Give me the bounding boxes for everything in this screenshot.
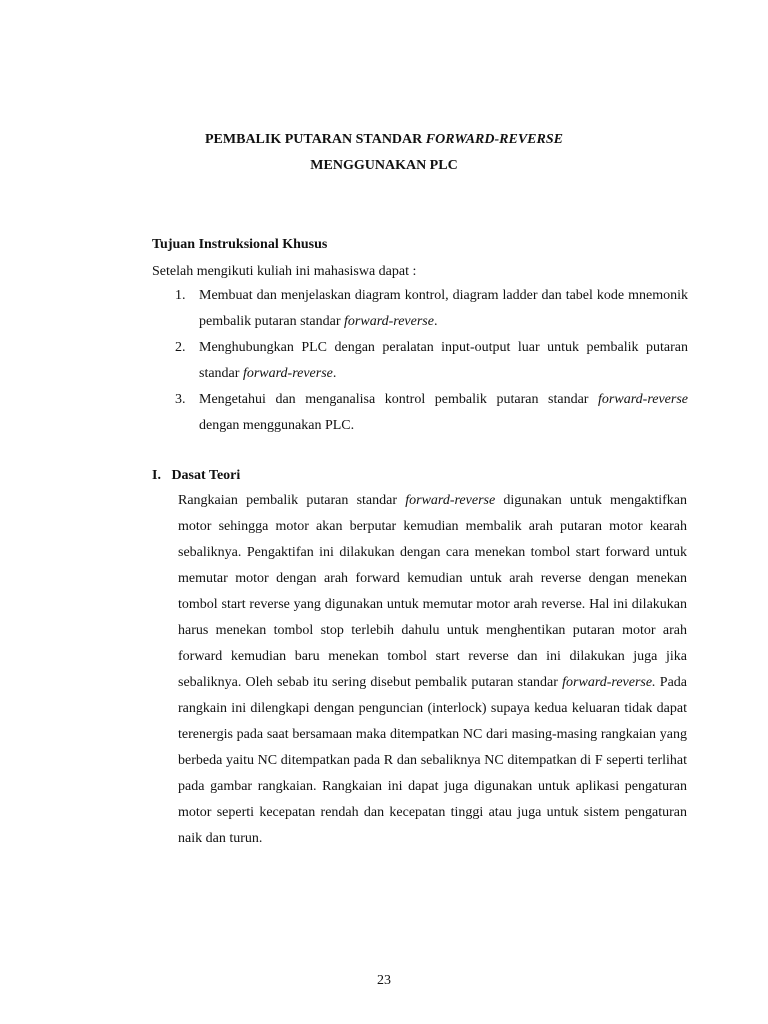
list-item-italic: forward-reverse <box>598 392 688 407</box>
objectives-list <box>153 283 688 439</box>
list-item-text-after: . <box>433 314 438 329</box>
list-item-italic: forward-reverse <box>344 314 434 329</box>
list-item-italic: forward-reverse <box>242 366 333 381</box>
paragraph-italic-1: forward-reverse <box>405 493 496 508</box>
list-item <box>153 387 688 439</box>
list-item-text <box>199 335 688 387</box>
list-item-text-after: . <box>332 366 337 381</box>
title-italic-text: FORWARD-REVERSE <box>425 132 563 147</box>
list-item <box>153 335 688 387</box>
section-heading: I. Dasat Teori <box>152 468 241 483</box>
paragraph-text-1: Rangkaian pembalik putaran standar <box>178 493 406 508</box>
list-item-text <box>199 387 688 439</box>
list-item-text-before: Mengetahui dan menganalisa kontrol pembalik putaran standar <box>199 392 599 407</box>
page-number: 23 <box>377 973 391 988</box>
list-item <box>153 283 688 335</box>
list-item-number: 1. <box>175 288 186 303</box>
page-title-line-1 <box>0 130 768 150</box>
list-item-text-after: dengan menggunakan PLC. <box>199 418 355 433</box>
list-item-text-before: Menghubungkan PLC dengan peralatan input-output luar untuk pembalik putaran standar <box>199 340 688 381</box>
paragraph-text-2: digunakan untuk mengaktifkan motor sehingga motor akan berputar kemudian membalik arah putaran motor kearah sebaliknya. Pengaktifan ini dilakukan dengan cara menekan tombol start forward untuk memutar motor dengan arah forward kemudian untuk arah reverse dengan menekan tombol start reverse yang digunakan untuk memutar motor arah reverse. Hal ini dilakukan harus menekan tombol stop terlebih dahulu untuk menghentikan putaran motor arah forward kemudian baru menekan tombol start reverse dan ini dilakukan juga jika sebaliknya. Oleh sebab itu sering disebut pembalik putaran standar <box>178 493 688 690</box>
objectives-heading: Tujuan Instruksional Khusus <box>152 237 328 252</box>
paragraph-italic-2: forward-reverse. <box>562 675 656 690</box>
list-item-text-before: Membuat dan menjelaskan diagram kontrol, diagram ladder dan tabel kode mnemonik pembalik putaran standar <box>199 288 688 329</box>
body-paragraph <box>178 488 687 852</box>
list-item-number: 2. <box>175 340 186 355</box>
page-title-line-2: MENGGUNAKAN PLC <box>310 158 458 173</box>
list-item-text <box>199 283 688 335</box>
title-text: PEMBALIK PUTARAN STANDAR <box>205 132 426 147</box>
objectives-intro: Setelah mengikuti kuliah ini mahasiswa dapat : <box>152 264 417 279</box>
list-item-number: 3. <box>175 392 186 407</box>
paragraph-text-3: Pada rangkain ini dilengkapi dengan penguncian (interlock) supaya kedua keluaran tidak dapat terenergis pada saat bersamaan maka ditempatkan NC dari masing-masing rangkaian yang berbeda yaitu NC ditempatkan pada R dan sebaliknya NC ditempatkan di F seperti terlihat pada gambar rangkaian. Rangkaian ini dapat juga digunakan untuk aplikasi pengaturan motor seperti kecepatan rendah dan kecepatan tinggi atau juga untuk sistem pengaturan naik dan turun. <box>178 675 687 846</box>
